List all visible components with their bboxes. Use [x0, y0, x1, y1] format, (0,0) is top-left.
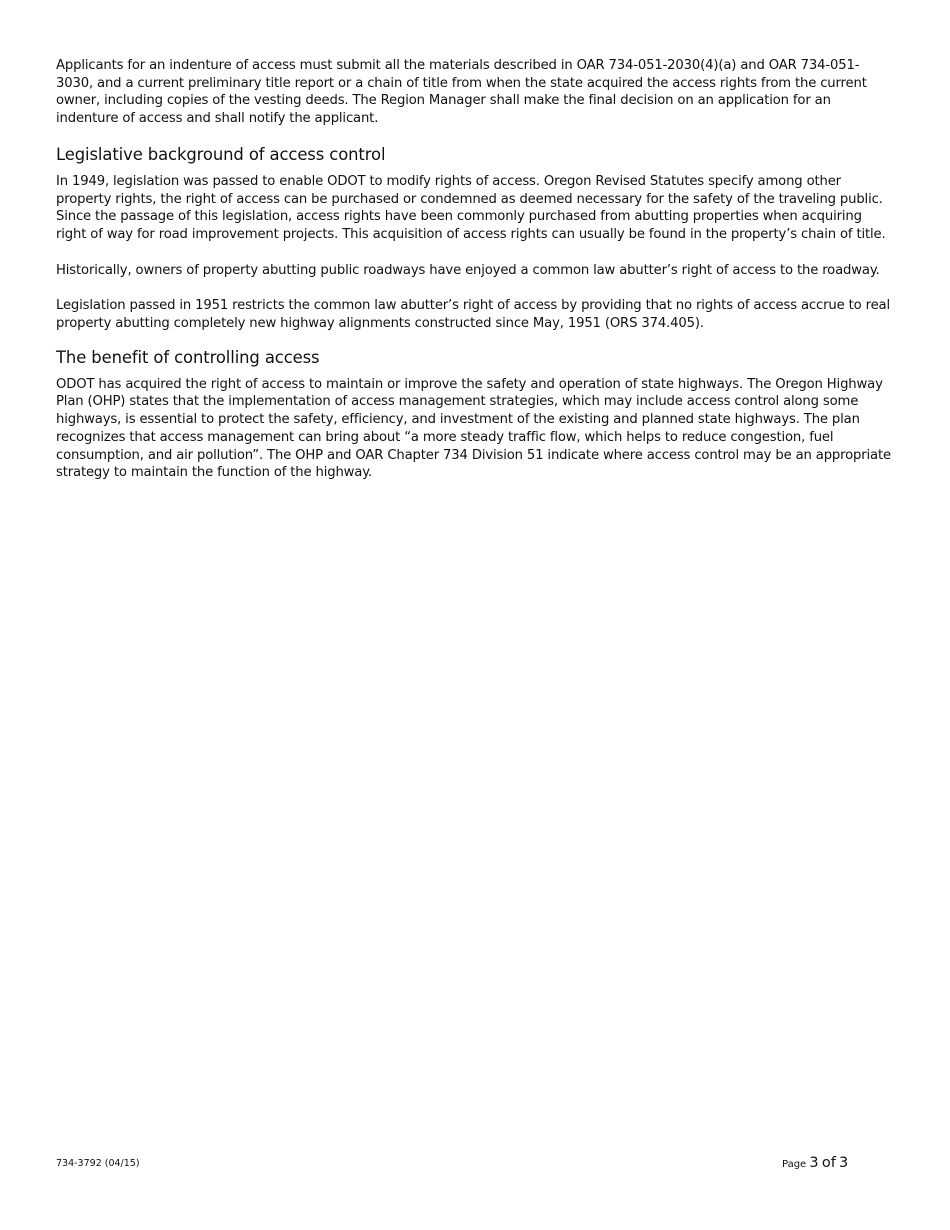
section-heading-legislative-background: Legislative background of access control [56, 144, 386, 164]
page-of: of [821, 1155, 836, 1171]
section-heading-benefit-of-access-control: The benefit of controlling access [56, 347, 320, 367]
legislative-paragraph-2: Historically, owners of property abutting public roadways have enjoyed a common law abutter’s right of access to the roadway. [56, 262, 880, 278]
page-total: 3 [839, 1155, 849, 1171]
page-number [782, 1153, 848, 1175]
legislative-paragraph-3: Legislation passed in 1951 restricts the common law abutter’s right of access by providing that no rights of access accrue to real property abutting completely new highway alignments constructed since May, 1951 (ORS 374.405). [56, 298, 890, 332]
benefit-paragraph-1: ODOT has acquired the right of access to maintain or improve the safety and operation of state highways. The Oregon Highway Plan (OHP) states that the implementation of access management strategies, which may include access control along some highways, is essential to protect the safety, efficiency, and investment of the existing and planned state highways. The plan recognizes that access management can bring about “a more steady traffic flow, which helps to reduce congestion, fuel consumption, and air pollution”. The OHP and OAR Chapter 734 Division 51 indicate where access control may be an appropriate strategy to maintain the function of the highway. [56, 376, 891, 481]
page-current: 3 [809, 1155, 819, 1171]
form-number: 734-3792 (04/15) [56, 1158, 140, 1169]
intro-paragraph: Applicants for an indenture of access must submit all the materials described in OAR 734-051-2030(4)(a) and OAR 734-051-3030, and a current preliminary title report or a chain of title from when the state acquired the access rights from the current owner, including copies of the vesting deeds. The Region Manager shall make the final decision on an application for an indenture of access and shall notify the applicant. [56, 58, 867, 127]
page-label: Page [782, 1159, 807, 1170]
document-body [56, 57, 892, 482]
legislative-paragraph-1: In 1949, legislation was passed to enable ODOT to modify rights of access. Oregon Revised Statutes specify among other property rights, the right of access can be purchased or condemned as deemed necessary for the safety of the traveling public. Since the passage of this legislation, access rights have been commonly purchased from abutting properties when acquiring right of way for road improvement projects. This acquisition of access rights can usually be found in the property’s chain of title. [56, 173, 886, 242]
